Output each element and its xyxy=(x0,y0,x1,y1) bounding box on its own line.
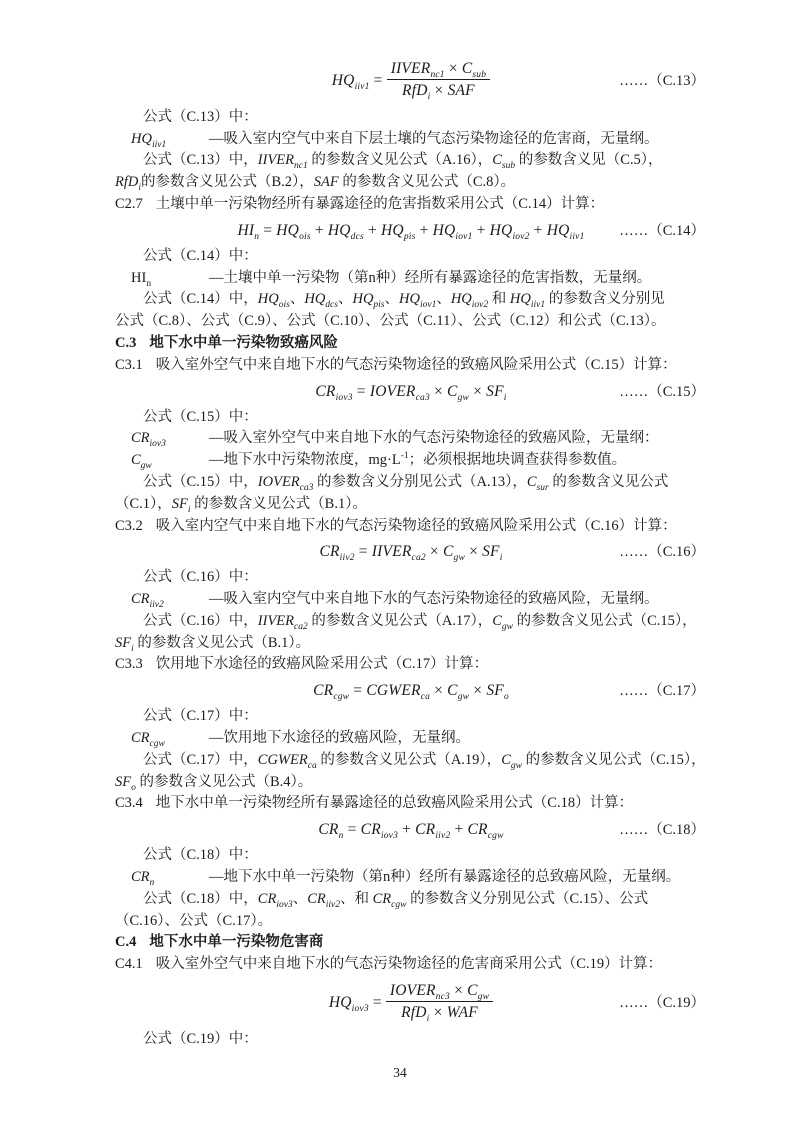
section-title: 吸入室外空气中来自地下水的气态污染物途径的致癌风险采用公式（C.15）计算： xyxy=(155,356,677,373)
section-heading xyxy=(115,355,707,377)
formula-label: ……（C.15） xyxy=(619,383,705,400)
definition-text: —吸入室外空气中来自地下水的气态污染物途径的致癌风险，无量纲： xyxy=(209,430,659,447)
section-heading xyxy=(115,932,707,954)
definition-row xyxy=(115,867,707,889)
fraction-denominator: RfD$_i$ × SAF xyxy=(402,82,475,103)
paragraph-line: （C.1），$SF_i$ 的参数含义见公式（B.1）。 xyxy=(115,495,367,515)
definition-text: —土壤中单一污染物（第n种）经所有暴露途径的危害指数，无量纲。 xyxy=(209,269,652,286)
definition-term: $CR_{iiv2}$ xyxy=(131,591,164,610)
formula-label: ……（C.19） xyxy=(619,995,705,1012)
section-heading xyxy=(115,333,707,355)
definition-text: —吸入室内空气中来自下层土壤的气态污染物途径的危害商，无量纲。 xyxy=(209,130,659,147)
document-content xyxy=(115,54,707,1051)
definition-text: —地下水中污染物浓度，$mg\cdot L^{-1}$；必须根据地块调查获得参数值。 xyxy=(209,451,627,469)
formula-label: ……（C.18） xyxy=(619,822,705,839)
section-number: C4.1 xyxy=(115,956,143,973)
paragraph-line: 公式（C.8）、公式（C.9）、公式（C.10）、公式（C.11）、公式（C.12）和公式（C.13）。 xyxy=(115,313,666,330)
page-number: 34 xyxy=(393,1065,407,1080)
definition-text: —地下水中单一污染物（第n种）经所有暴露途径的总致癌风险，无量纲。 xyxy=(209,869,681,886)
paragraph-line: 公式（C.15）中： xyxy=(143,408,258,425)
section-title: 饮用地下水途径的致癌风险采用公式（C.17）计算： xyxy=(155,656,489,673)
formula-expression: $HQ_{iov3}$ = $\frac{IOVER_{nc3} \times C_{gw}}{RfD_i \times WAF}$ xyxy=(329,994,493,1011)
definition-text: —饮用地下水途径的致癌风险，无量纲。 xyxy=(209,730,470,747)
fraction xyxy=(387,59,491,101)
definition-row xyxy=(115,728,707,750)
section-title: 地下水中单一污染物致癌风险 xyxy=(149,334,338,351)
paragraph-line: 公式（C.16）中，$IIVER_{ca2}$ 的参数含义见公式（A.17），$C_{gw}$ 的参数含义见公式（C.15）， xyxy=(143,612,697,632)
paragraph-line: $SF_o$ 的参数含义见公式（B.4）。 xyxy=(115,773,313,793)
section-title: 土壤中单一污染物经所有暴露途径的危害指数采用公式（C.14）计算： xyxy=(155,195,605,212)
definition-row xyxy=(115,268,707,290)
formula-expression: $CR_{iiv2}$ = $IIVER_{ca2} \times C_{gw} \times SF_i$ xyxy=(319,543,503,564)
formula-expression: $CR_n = CR_{iov3} + CR_{iiv2} + CR_{cgw}$ xyxy=(318,821,504,842)
paragraph-line: 公式（C.14）中： xyxy=(143,247,258,264)
paragraph-line: 公式（C.13）中，$IIVER_{nc1}$ 的参数含义见公式（A.16），$C_{sub}$ 的参数含义见（C.5）， xyxy=(143,152,663,172)
definition-text: —吸入室内空气中来自地下水的气态污染物途径的致癌风险，无量纲。 xyxy=(209,591,659,608)
section-title: 地下水中单一污染物经所有暴露途径的总致癌风险采用公式（C.18）计算： xyxy=(155,795,634,812)
paragraph-line: 公式（C.19）中： xyxy=(143,1030,258,1047)
paragraph-line: 公式（C.17）中，$CGWER_{ca}$ 的参数含义见公式（A.19），$C_{gw}$ 的参数含义见公式（C.15）， xyxy=(143,751,706,771)
section-title: 吸入室外空气中来自地下水的气态污染物途径的危害商采用公式（C.19）计算： xyxy=(155,956,663,973)
definition-row xyxy=(115,428,707,450)
definition-row xyxy=(115,589,707,611)
paragraph-line: 公式（C.14）中，$HQ_{ois}$、$HQ_{dcs}$、$HQ_{pis}$、$HQ_{iov1}$、$HQ_{iov2}$ 和 $HQ_{iiv1}$ 的参数含义分别见 xyxy=(143,291,665,311)
formula-expression: $CR_{iov3}$ = $IOVER_{ca3} \times C_{gw} \times SF_i$ xyxy=(315,382,507,403)
formula-c14 xyxy=(115,219,707,243)
formula-label: ……（C.14） xyxy=(619,222,705,239)
formula-label: ……（C.16） xyxy=(619,544,705,561)
definition-row xyxy=(115,129,707,151)
paragraph-line: 公式（C.17）中： xyxy=(143,708,258,725)
formula-expression: $HI_n = HQ_{ois} + HQ_{dcs} + HQ_{pis} + HQ_{iov1} + HQ_{iov2} + HQ_{iiv1}$ xyxy=(237,221,585,242)
section-heading xyxy=(115,516,707,538)
formula-c15 xyxy=(115,380,707,404)
fraction-numerator: $IOVER_{nc3} \times C_{gw}$ xyxy=(386,981,493,1002)
paragraph-line: 公式（C.13）中： xyxy=(143,108,258,125)
paragraph-line: 公式（C.15）中，$IOVER_{ca3}$ 的参数含义分别见公式（A.13），$C_{sur}$ 的参数含义见公式 xyxy=(143,473,669,493)
formula-label: ……（C.17） xyxy=(619,683,705,700)
definition-term: $C_{gw}$ xyxy=(131,452,152,471)
section-title: 地下水中单一污染物危害商 xyxy=(149,934,324,951)
definition-term: $CR_{cgw}$ xyxy=(131,730,165,749)
section-number: C.3 xyxy=(115,334,137,351)
formula-label: ……（C.13） xyxy=(619,73,705,90)
section-number: C2.7 xyxy=(115,195,143,212)
paragraph-line: 公式（C.18）中，$CR_{iov3}$、$CR_{iiv2}$、和 $CR_{cgw}$ 的参数含义分别见公式（C.15）、公式 xyxy=(143,890,649,910)
fraction-numerator: $IIVER_{nc1} \times C_{sub}$ xyxy=(387,59,491,80)
formula-c18 xyxy=(115,818,707,842)
section-number: C3.1 xyxy=(115,356,143,373)
formula-c17 xyxy=(115,679,707,703)
formula-expression: $HQ_{iiv1}$ = $\frac{IIVER_{nc1} \times C_{sub}}{RfD_i \times SAF}$ xyxy=(332,72,490,89)
definition-term: $CR_n$ xyxy=(131,869,155,888)
section-number: C3.4 xyxy=(115,795,143,812)
section-number: C3.3 xyxy=(115,656,143,673)
fraction xyxy=(386,981,493,1023)
section-number: C3.2 xyxy=(115,517,143,534)
section-title: 吸入室内空气中来自地下水的气态污染物途径的致癌风险采用公式（C.16）计算： xyxy=(155,517,677,534)
definition-term: $HQ_{iiv1}$ xyxy=(131,130,167,150)
formula-c13 xyxy=(115,62,707,101)
formula-c19 xyxy=(115,984,707,1023)
paragraph-line: $SF_i$ 的参数含义见公式（B.1）。 xyxy=(115,634,311,654)
fraction-denominator: RfD$_i$ × WAF xyxy=(401,1004,478,1025)
paragraph-line: （C.16）、公式（C.17）。 xyxy=(115,912,273,929)
section-number: C.4 xyxy=(115,934,137,951)
section-heading xyxy=(115,793,707,815)
definition-term: $CR_{iov3}$ xyxy=(131,430,166,450)
section-heading xyxy=(115,194,707,216)
definition-term: $HI_n$ xyxy=(131,269,152,289)
paragraph-line: RfD$_i$的参数含义见公式（B.2），SAF 的参数含义见公式（C.8）。 xyxy=(115,174,516,194)
formula-c16 xyxy=(115,540,707,564)
paragraph-line: 公式（C.16）中： xyxy=(143,569,258,586)
section-heading xyxy=(115,954,707,976)
section-heading xyxy=(115,654,707,676)
paragraph-line: 公式（C.18）中： xyxy=(143,847,258,864)
formula-expression: $CR_{cgw}$ = $CGWER_{ca} \times C_{gw} \times SF_o$ xyxy=(313,682,509,703)
definition-row xyxy=(115,450,707,472)
